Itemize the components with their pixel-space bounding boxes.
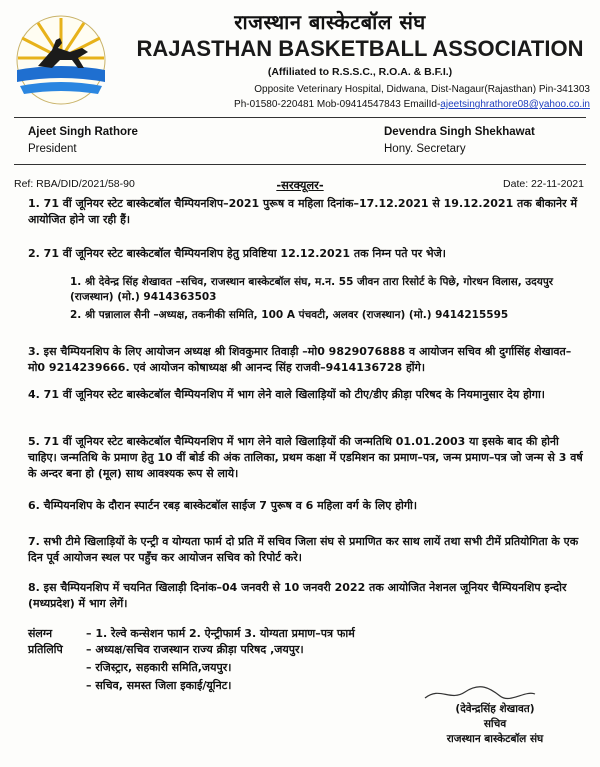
paragraph-2-address-2: 2. श्री पन्नालाल सैनी –अध्यक्ष, तकनीकी समिति, 100 A पंचवटी, अलवर (राजस्थान) (मो.) 9414215595	[70, 309, 509, 321]
affiliation-line: (Affiliated to R.S.S.C., R.O.A. & B.F.I.)	[267, 66, 453, 78]
president-name: Ajeet Singh Rathore	[28, 126, 138, 138]
header-divider	[14, 117, 586, 118]
circular-date: Date: 22-11-2021	[503, 178, 584, 190]
copy-recipient-2: – रजिस्ट्रार, सहकारी समिति,जयपुर।	[86, 661, 232, 674]
paragraph-8: 8. इस चैम्पियनशिप में चयनित खिलाड़ी दिनांक–04 जनवरी से 10 जनवरी 2022 तक आयोजित नेशनल जूनियर चैम्पियनशिप इन्दोर (मध्यप्रदेश) में भाग लेगें।	[28, 581, 567, 610]
paragraph-5: 5. 71 वीं जूनियर स्टेट बास्केटबॉल चैम्पियनशिप में भाग लेने वाले खिलाड़ियों की जन्मतिथि 01.01.2003 या इसके बाद की होनी चाहिए। जन्मतिथि के प्रमाण हेतु 10 वीं बोर्ड की अंक तालिका, प्रथम कक्षा में एडमिशन का प्रमाण–पत्र, जन्म प्रमाण–पत्र जो जन्म से 3 वर्ष के अन्दर बना हो (मूल) साथ आवश्यक रूप से लाये।	[28, 435, 583, 480]
president-title: President	[28, 143, 77, 155]
signatory-name: (देवेन्द्रसिंह शेखावत)	[455, 703, 535, 715]
paragraph-7: 7. सभी टीमे खिलाड़ियों के एन्ट्री व योग्यता फार्म दो प्रति में सचिव जिला संघ से प्रमाणित कर साथ लायें तथा सभी टीमें प्रतियोगिता के एक दिन पूर्व आयोजन स्थल पर पहुँच कर आयोजन सचिव को रिपोर्ट करे।	[28, 535, 579, 564]
signatory-org: राजस्थान बास्केटबॉल संघ	[446, 733, 544, 745]
paragraph-4: 4. 71 वीं जूनियर स्टेट बास्केटबॉल चैम्पियनशिप में भाग लेने वाले खिलाड़ियों को टीए/डीए क्रीड़ा परिषद के नियमानुसार देय होगा।	[28, 388, 545, 401]
copy-recipient-1: – अध्यक्ष/सचिव राजस्थान राज्य क्रीड़ा परिषद ,जयपुर।	[86, 643, 304, 656]
email-link[interactable]: ajeetsinghrathore08@yahoo.co.in	[440, 99, 590, 110]
officer-divider	[14, 164, 586, 165]
english-association-name: RAJASTHAN BASKETBALL ASSOCIATION	[136, 36, 584, 61]
paragraph-1: 1. 71 वीं जूनियर स्टेट बास्केटबॉल चैम्पियनशिप–2021 पुरूष व महिला दिनांक–17.12.2021 से 19.12.2021 तक बीकानेर में आयोजित होने जा रही हैं।	[28, 197, 578, 226]
secretary-title: Hony. Secretary	[384, 143, 466, 155]
signatory-title: सचिव	[483, 718, 507, 730]
paragraph-3: 3. इस चैम्पियनशिप के लिए आयोजन अध्यक्ष श्री शिवकुमार तिवाड़ी –मो0 9829076888 व आयोजन सचिव श्री दुर्गासिंह शेखावत– मो0 9214239666. एवं आयोजन कोषाध्यक्ष श्री आनन्द सिंह राजवी–9414136728 होंगे।	[28, 345, 572, 374]
president-block	[28, 124, 138, 158]
signature-block	[390, 702, 600, 747]
hindi-association-name: राजस्थान बास्केटबॉल संघ	[234, 10, 426, 34]
enclosure-label: संलग्न	[28, 627, 53, 640]
paragraph-2-address-1: 1. श्री देवेन्द्र सिंह शेखावत –सचिव, राजस्थान बास्केटबॉल संघ, म.न. 55 जीवन तारा रिसोर्ट के पिछे, गोरधन विलास, उदयपुर (राजस्थान) (मो.) 9414363503	[70, 276, 554, 303]
contact-line	[110, 99, 590, 110]
paragraph-6: 6. चैम्पियनशिप के दौरान स्पार्टन रबड़ बास्केटबॉल साईज 7 पुरूष व 6 महिला वर्ग के लिए होगी।	[28, 499, 418, 512]
reference-number: Ref: RBA/DID/2021/58-90	[14, 178, 135, 190]
secretary-block	[384, 124, 535, 158]
circular-heading: -सरक्यूलर-	[276, 178, 324, 192]
phone-info: Ph-01580-220481 Mob-09414547843 EmailId-	[234, 99, 441, 110]
signature-scribble	[420, 684, 540, 704]
paragraph-2: 2. 71 वीं जूनियर स्टेट बास्केटबॉल चैम्पियनशिप हेतु प्रविष्टिया 12.12.2021 तक निम्न पते पर भेजे।	[28, 247, 446, 260]
address-line: Opposite Veterinary Hospital, Didwana, Dist-Nagaur(Rajasthan) Pin-341303	[254, 84, 590, 95]
copy-to-label: प्रतिलिपि	[28, 643, 63, 656]
enclosure-list: – 1. रेल्वे कन्सेशन फार्म 2. ऐन्ट्रीफार्म 3. योग्यता प्रमाण–पत्र फार्म	[86, 627, 355, 640]
copy-recipient-3: – सचिव, समस्त जिला इकाई/यूनिट।	[86, 679, 232, 692]
association-logo-icon	[8, 10, 114, 105]
secretary-name: Devendra Singh Shekhawat	[384, 126, 535, 138]
